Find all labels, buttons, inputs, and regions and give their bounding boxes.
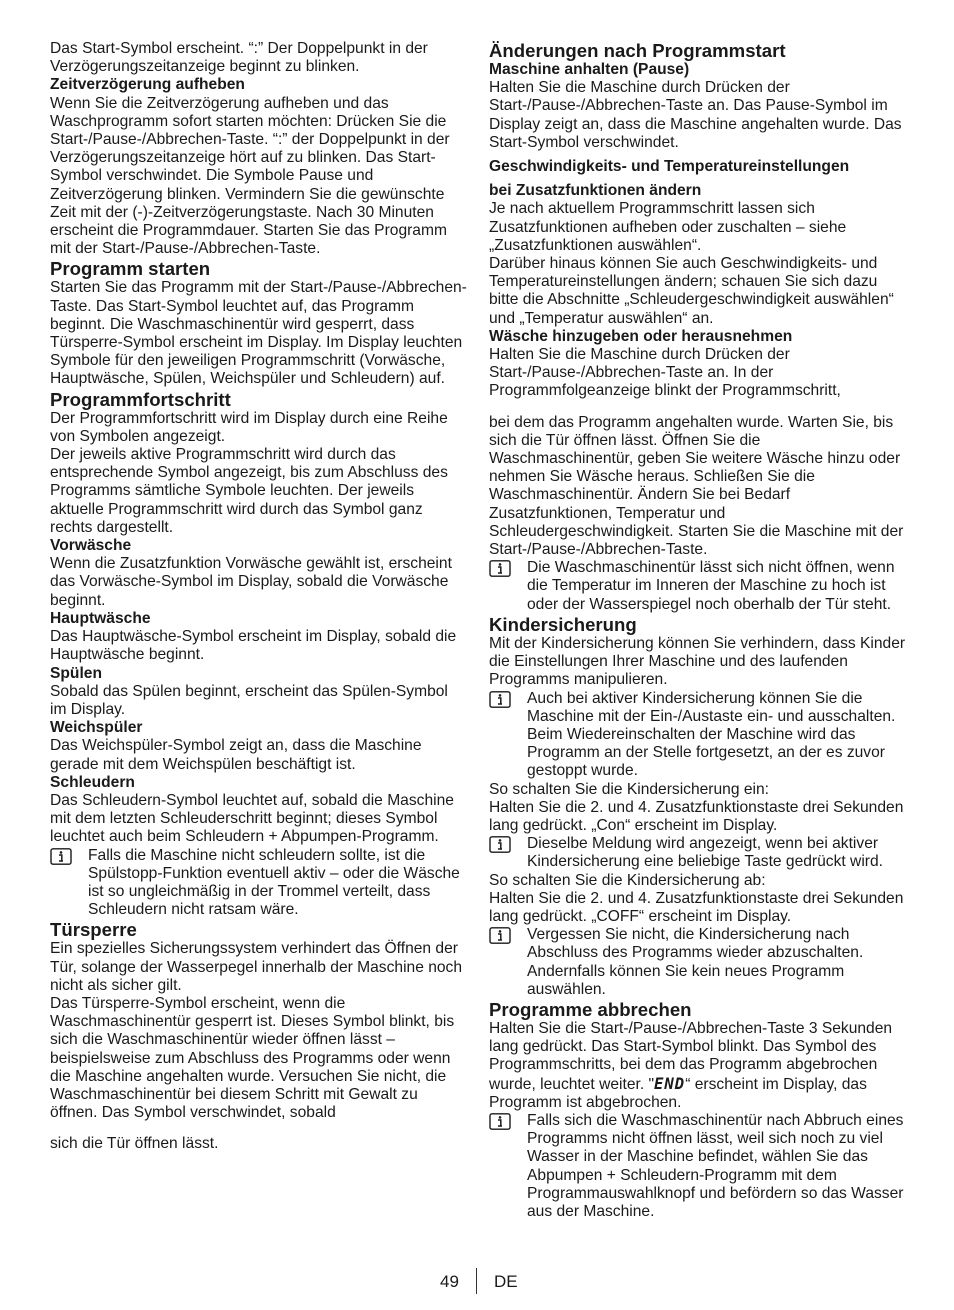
schleudern-text: Das Schleudern-Symbol leuchtet auf, sobald die Maschine mit dem letzten Schleuderschritt beginnt; dieses Symbol leuchtet auch beim Schleudern + Abpumpen-Programm.	[50, 791, 454, 846]
left-column	[50, 40, 468, 1154]
tuersperre-text-1: Ein spezielles Sicherungssystem verhindert das Öffnen der Tür, solange der Wasserpegel innerhalb der Maschine noch nicht als sicher gilt.	[50, 940, 463, 994]
heading-geschwindigkeit-1: Geschwindigkeits- und Temperatureinstellungen	[489, 158, 850, 176]
heading-pause: Maschine anhalten (Pause)	[489, 61, 690, 78]
kindersicherung-note-2-text: Dieselbe Meldung wird angezeigt, wenn bei aktiver Kindersicherung eine beliebige Taste gedrückt wird.	[527, 835, 883, 871]
heading-programme-abbrechen: Programme abbrechen	[489, 998, 692, 1020]
kindersicherung-ein-text: Halten Sie die 2. und 4. Zusatzfunktionstaste drei Sekunden lang gedrückt. „Con“ erscheint im Display.	[489, 798, 904, 834]
programmfortschritt-text-2: Der jeweils aktive Programmschritt wird durch das entsprechende Symbol angezeigt, bis zum Abschluss des Programms sämtliche Symbole leuchten. Der jeweils aktuelle Programmschritt wird durch das Symbol ganz rechts dargestellt.	[50, 446, 448, 536]
programm-starten-text: Starten Sie das Programm mit der Start-/Pause-/Abbrechen-Taste. Das Start-Symbol leuchtet auf, das Programm beginnt. Die Waschmaschinentür wird gesperrt, dass Türsperre-Symbol erscheint im Display. Im Display leuchten Symbole für den jeweiligen Programmschritt (Vorwäsche, Hauptwäsche, Spülen, Weichspüler und Schleudern) auf.	[50, 279, 467, 388]
intro-text: Das Start-Symbol erscheint. “:” Der Doppelpunkt in der Verzögerungszeitanzeige beginnt zu blinken.	[50, 40, 428, 76]
tuersperre-text-3: sich die Tür öffnen lässt.	[50, 1135, 219, 1153]
abbrechen-text-b: “ erscheint im Display, das Programm ist abgebrochen.	[489, 1075, 867, 1111]
heading-weichspueler: Weichspüler	[50, 719, 143, 737]
waesche-note	[489, 559, 907, 614]
abbrechen-note	[489, 1112, 907, 1221]
weichspueler-text: Das Weichspüler-Symbol zeigt an, dass die Maschine gerade mit dem Weichspülen beschäftigt ist.	[50, 737, 422, 773]
heading-schleudern: Schleudern	[50, 773, 135, 791]
pause-text: Halten Sie die Maschine durch Drücken der Start-/Pause-/Abbrechen-Taste an. Das Pause-Symbol im Display zeigt an, dass die Maschine angehalten wurde. Das Start-Symbol verschwindet.	[489, 79, 902, 151]
heading-spuelen: Spülen	[50, 664, 102, 682]
abbrechen-text	[489, 1020, 907, 1112]
geschwindigkeit-text-1: Je nach aktuellem Programmschritt lassen sich Zusatzfunktionen aufheben oder zuschalten – siehe „Zusatzfunktionen auswählen“.	[489, 200, 847, 254]
info-icon	[50, 848, 72, 865]
geschwindigkeit-text-2: Darüber hinaus können Sie auch Geschwindigkeits- und Temperatureinstellungen ändern; schauen Sie sich dazu bitte die Abschnitte „Schleudergeschwindigkeit auswählen“ und „Temperatur auswählen“ an.	[489, 255, 894, 327]
heading-aenderungen: Änderungen nach Programmstart	[489, 40, 786, 61]
kindersicherung-note-3-text: Vergessen Sie nicht, die Kindersicherung nach Abschluss des Programms wieder abzuschalten. Andernfalls können Sie kein neues Programm auswählen.	[527, 926, 864, 998]
spuelen-text: Sobald das Spülen beginnt, erscheint das Spülen-Symbol im Display.	[50, 682, 448, 718]
spacer	[50, 1122, 468, 1135]
abbrechen-note-text: Falls sich die Waschmaschinentür nach Abbruch eines Programms nicht öffnen lässt, weil sich noch zu viel Wasser in der Maschine befindet, wählen Sie das Abpumpen + Schleudern-Programm mit dem Programmauswahlknopf und befördern so das Wasser aus der Maschine.	[527, 1111, 904, 1220]
info-icon	[489, 927, 511, 944]
heading-waesche-hinzugeben: Wäsche hinzugeben oder herausnehmen	[489, 327, 793, 345]
heading-zeitverzoegerung: Zeitverzögerung aufheben	[50, 76, 245, 94]
info-icon	[489, 560, 511, 577]
kindersicherung-aus-text: Halten Sie die 2. und 4. Zusatzfunktionstaste drei Sekunden lang gedrückt. „COFF“ erscheint im Display.	[489, 889, 904, 925]
kindersicherung-aus-intro: So schalten Sie die Kindersicherung ab:	[489, 871, 766, 889]
programmfortschritt-text-1: Der Programmfortschritt wird im Display durch eine Reihe von Symbolen angezeigt.	[50, 409, 448, 445]
footer-divider	[476, 1268, 477, 1294]
end-display-code: END	[654, 1074, 686, 1093]
kindersicherung-text: Mit der Kindersicherung können Sie verhindern, dass Kinder die Einstellungen Ihrer Maschine und des laufenden Programms manipulieren.	[489, 634, 906, 689]
heading-programm-starten: Programm starten	[50, 258, 211, 280]
hauptwaesche-text: Das Hauptwäsche-Symbol erscheint im Display, sobald die Hauptwäsche beginnt.	[50, 628, 457, 664]
heading-programmfortschritt: Programmfortschritt	[50, 388, 231, 410]
kindersicherung-note-1	[489, 690, 907, 781]
kindersicherung-ein-intro: So schalten Sie die Kindersicherung ein:	[489, 780, 769, 798]
waesche-text-1: Halten Sie die Maschine durch Drücken der Start-/Pause-/Abbrechen-Taste an. In der Programmfolgeanzeige blinkt der Programmschritt,	[489, 346, 841, 400]
waesche-note-text: Die Waschmaschinentür lässt sich nicht öffnen, wenn die Temperatur im Inneren der Maschine zu hoch ist oder der Wasserspiegel noch oberhalb der Tür steht.	[527, 559, 895, 613]
kindersicherung-note-1-text: Auch bei aktiver Kindersicherung können Sie die Maschine mit der Ein-/Austaste ein- und ausschalten. Beim Wiedereinschalten der Maschine wird das Programm an der Stelle fortgesetzt, an der es zuvor gestoppt wurde.	[527, 689, 896, 780]
heading-tuersperre: Türsperre	[50, 919, 137, 941]
tuersperre-text-2: Das Türsperre-Symbol erscheint, wenn die Waschmaschinentür gesperrt ist. Dieses Symbol blinkt, bis sich die Waschmaschinentür wieder öffnen lässt – beispielsweise zum Abschluss des Programms oder wenn die Maschine angehalten wurde. Versuchen Sie nicht, die Waschmaschinentür bei diesem Schritt mit Gewalt zu öffnen. Das Symbol verschwindet, sobald	[50, 994, 455, 1122]
schleudern-note-text: Falls die Maschine nicht schleudern sollte, ist die Spülstopp-Funktion eventuell aktiv – oder die Wäsche ist so ungleichmäßig in der Trommel verteilt, dass Schleudern nicht ratsam wäre.	[88, 846, 460, 919]
page-number: 49	[440, 1272, 459, 1291]
info-icon	[489, 1113, 511, 1130]
heading-vorwaesche: Vorwäsche	[50, 537, 132, 555]
right-column	[489, 40, 907, 1221]
heading-geschwindigkeit-2: bei Zusatzfunktionen ändern	[489, 182, 702, 200]
kindersicherung-note-3	[489, 926, 907, 999]
heading-kindersicherung: Kindersicherung	[489, 613, 637, 635]
waesche-text-2: bei dem das Programm angehalten wurde. Warten Sie, bis sich die Tür öffnen lässt. Öffnen Sie die Waschmaschinentür, geben Sie weitere Wäsche hinzu oder nehmen Sie Wäsche heraus. Schließen Sie die Waschmaschinentür. Ändern Sie bei Bedarf Zusatzfunktionen, Temperatur und Schleudergeschwindigkeit. Starten Sie die Maschine mit der Start-/Pause-/Abbrechen-Taste.	[489, 413, 904, 559]
abbrechen-text-a: Halten Sie die Start-/Pause-/Abbrechen-Taste 3 Sekunden lang gedrückt. Das Start-Symbol blinkt. Das Symbol des Programmschritts, bei dem das Programm abgebrochen wurde, leuchtet weiter. "	[489, 1019, 893, 1093]
vorwaesche-text: Wenn die Zusatzfunktion Vorwäsche gewählt ist, erscheint das Vorwäsche-Symbol im Display, sobald die Vorwäsche beginnt.	[50, 555, 452, 609]
page-footer	[0, 1268, 954, 1298]
zeitverzoegerung-text: Wenn Sie die Zeitverzögerung aufheben und das Waschprogramm sofort starten möchten: Drücken Sie die Start-/Pause-/Abbrechen-Taste. “:” der Doppelpunkt in der Verzögerungszeitanzeige hört auf zu blinken. Das Start-Symbol verschwindet. Die Symbole Pause und Zeitverzögerung blinken. Vermindern Sie die gewünschte Zeit mit der (-)-Zeitverzögerungstaste. Nach 30 Minuten erscheint die Programmdauer. Starten Sie das Programm mit der Start-/Pause-/Abbrechen-Taste.	[50, 94, 450, 258]
schleudern-note	[50, 847, 468, 920]
info-icon	[489, 691, 511, 708]
spacer	[489, 401, 907, 414]
kindersicherung-note-2	[489, 835, 907, 871]
info-icon	[489, 836, 511, 853]
heading-hauptwaesche: Hauptwäsche	[50, 609, 151, 627]
language-code: DE	[494, 1272, 518, 1291]
